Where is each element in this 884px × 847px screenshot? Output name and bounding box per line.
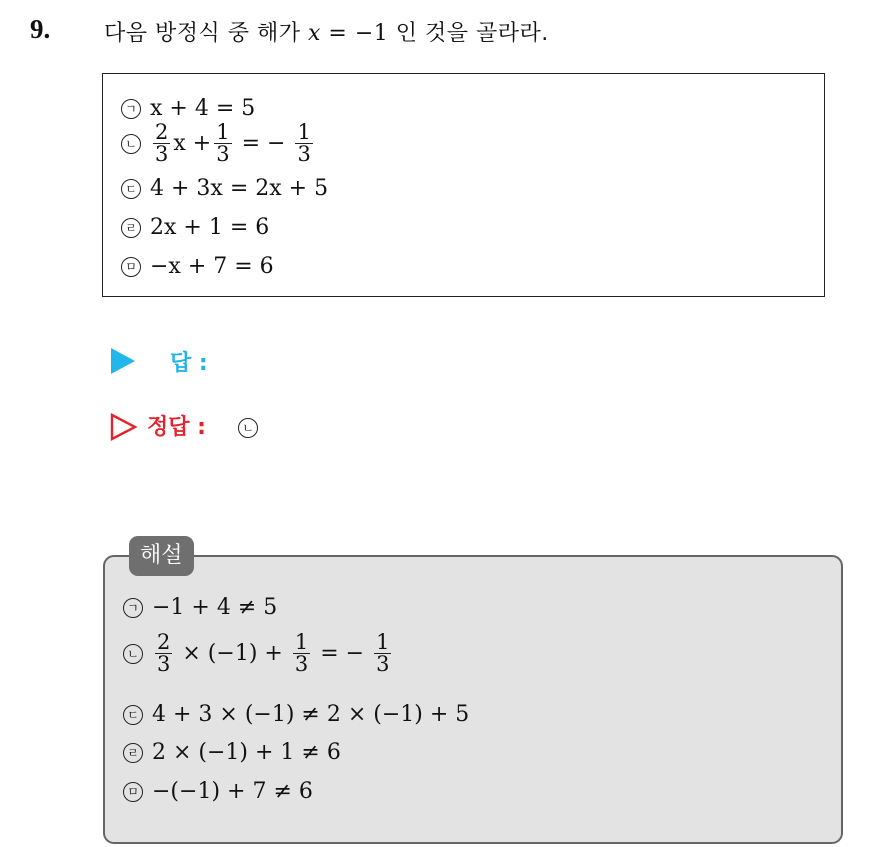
choices-box — [102, 73, 825, 297]
fraction-denominator: 3 — [157, 652, 171, 677]
choice-row — [121, 122, 316, 166]
explanation-mark: ㄱ — [123, 598, 143, 618]
explanation-mark: ㄴ — [123, 644, 143, 664]
choice-expression: 2x + 1 = 6 — [150, 215, 270, 240]
explanation-expression: −(−1) + 7 ≠ 6 — [152, 779, 313, 804]
choice-mark: ㅁ — [121, 257, 141, 277]
choice-row — [121, 176, 328, 201]
fraction-numerator: 1 — [297, 120, 311, 144]
fraction — [155, 632, 172, 676]
explanation-row — [123, 779, 313, 804]
explanation-box — [103, 555, 843, 844]
explanation-mark: ㅁ — [123, 782, 143, 802]
explanation-expression: 4 + 3 × (−1) ≠ 2 × (−1) + 5 — [152, 702, 470, 727]
question-text-before: 다음 방정식 중 해가 — [104, 21, 301, 46]
fraction-denominator: 3 — [376, 652, 390, 677]
explanation-mark: ㄷ — [123, 705, 143, 725]
question-math — [308, 21, 388, 46]
choice-row — [121, 254, 274, 279]
choice-expression: x + 4 = 5 — [150, 96, 256, 121]
fraction — [295, 122, 312, 166]
answer-triangle-icon — [111, 348, 135, 374]
choice-row — [121, 96, 255, 121]
fraction-denominator: 3 — [216, 142, 230, 167]
explanation-row — [123, 740, 341, 765]
choice-expression: −x + 7 = 6 — [150, 254, 274, 279]
fraction-numerator: 1 — [294, 630, 309, 654]
answer-label: 답 : — [170, 351, 208, 376]
explanation-row — [123, 702, 469, 727]
fraction — [214, 122, 231, 166]
choice-row — [121, 215, 269, 240]
correct-label: 정답 : — [147, 415, 206, 440]
correct-triangle-icon — [110, 413, 138, 441]
fraction-denominator: 3 — [297, 142, 311, 167]
explanation-expression: 2 × (−1) + 1 ≠ 6 — [152, 740, 341, 765]
fraction-denominator: 3 — [155, 142, 169, 167]
choice-mark: ㄹ — [121, 218, 141, 238]
choice-mark: ㄴ — [121, 134, 141, 154]
question-text-after: 인 것을 골라라. — [395, 21, 549, 46]
choice-mark: ㄷ — [121, 179, 141, 199]
fraction-numerator: 1 — [216, 120, 230, 144]
explanation-expression-part: = − — [320, 641, 365, 667]
fraction-numerator: 1 — [376, 630, 390, 654]
explanation-row — [123, 632, 394, 676]
fraction — [153, 122, 170, 166]
choice-mark: ㄱ — [121, 99, 141, 119]
correct-answer-mark: ㄴ — [238, 418, 258, 438]
correct-answer — [238, 417, 258, 438]
fraction — [293, 632, 310, 676]
question-text — [104, 16, 549, 47]
choice-expression-part: = − — [241, 131, 286, 157]
question-math-rest: = −1 — [328, 21, 389, 46]
fraction — [374, 632, 391, 676]
fraction-denominator: 3 — [294, 652, 309, 677]
explanation-mark: ㄹ — [123, 743, 143, 763]
explanation-tab: 해설 — [129, 536, 194, 576]
question-math-var: x — [308, 21, 321, 46]
explanation-row — [123, 595, 277, 620]
explanation-expression: −1 + 4 ≠ 5 — [152, 595, 278, 620]
choice-expression-part: x + — [173, 131, 212, 157]
choice-expression: 4 + 3x = 2x + 5 — [150, 176, 329, 201]
explanation-expression-part: × (−1) + — [182, 641, 283, 667]
question-number: 9. — [30, 14, 51, 44]
fraction-numerator: 2 — [157, 630, 171, 654]
fraction-numerator: 2 — [155, 120, 169, 144]
